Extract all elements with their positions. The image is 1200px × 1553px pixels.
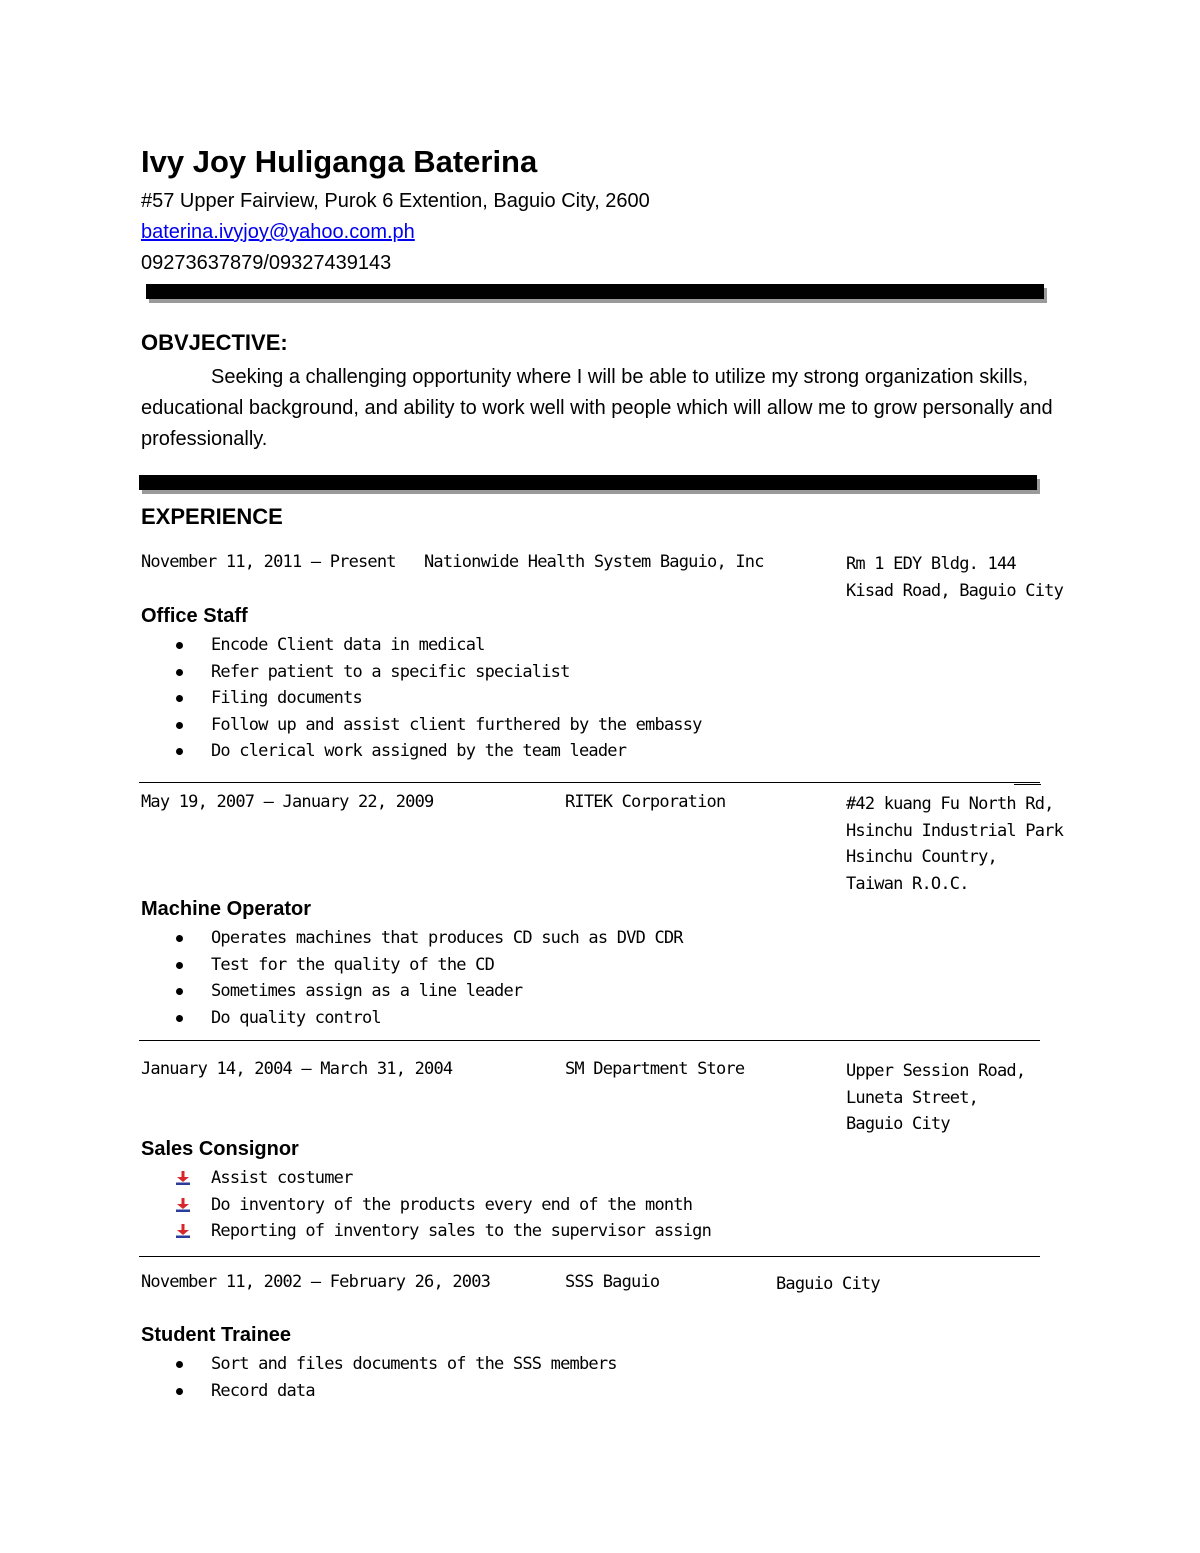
- list-item: Follow up and assist client furthered by the embassy: [176, 712, 702, 739]
- objective-heading: OBVJECTIVE:: [141, 330, 288, 355]
- job-divider-tail: [1014, 784, 1041, 785]
- list-item: Do quality control: [176, 1005, 683, 1032]
- address-line: Taiwan R.O.C.: [846, 873, 969, 894]
- job-divider: [139, 782, 1040, 783]
- objective-paragraph: [141, 362, 1056, 455]
- job-1-title: Office Staff: [141, 605, 248, 627]
- address-line: Rm 1 EDY Bldg. 144: [846, 554, 1016, 574]
- address-line: Baguio City: [846, 1114, 950, 1135]
- dot-bullet-icon: [176, 669, 183, 676]
- experience-heading: EXPERIENCE: [141, 504, 283, 529]
- dot-bullet-icon: [176, 935, 183, 942]
- dot-bullet-icon: [176, 642, 183, 649]
- dot-bullet-icon: [176, 722, 183, 729]
- address-line: Luneta Street,: [846, 1087, 979, 1108]
- list-item: Filing documents: [176, 685, 702, 712]
- objective-divider: [139, 475, 1037, 490]
- job-2-company: RITEK Corporation: [565, 792, 726, 812]
- dot-bullet-icon: [176, 748, 183, 755]
- list-item: Encode Client data in medical: [176, 632, 702, 659]
- list-item: Refer patient to a specific specialist: [176, 659, 702, 686]
- job-4-company: SSS Baguio: [565, 1272, 660, 1292]
- list-item: Test for the quality of the CD: [176, 952, 683, 979]
- job-divider: [139, 1256, 1040, 1257]
- arrow-bullet-icon: [176, 1171, 190, 1185]
- address-line: Hsinchu Country,: [846, 847, 997, 868]
- list-item: Reporting of inventory sales to the supervisor assign: [176, 1218, 711, 1245]
- dot-bullet-icon: [176, 1015, 183, 1022]
- job-2-dates: May 19, 2007 – January 22, 2009: [141, 792, 434, 812]
- job-4-duties: [176, 1351, 617, 1404]
- resume-name: Ivy Joy Huliganga Baterina: [141, 144, 538, 179]
- job-2-address: [846, 791, 1063, 897]
- job-2-duties: [176, 925, 683, 1031]
- job-3-company: SM Department Store: [565, 1059, 745, 1079]
- address-line: #42 kuang Fu North Rd,: [846, 794, 1054, 814]
- list-item: Sort and files documents of the SSS members: [176, 1351, 617, 1378]
- phone-line: 09273637879/09327439143: [141, 252, 392, 274]
- email-link[interactable]: baterina.ivyjoy@yahoo.com.ph: [141, 221, 415, 243]
- dot-bullet-icon: [176, 695, 183, 702]
- dot-bullet-icon: [176, 1388, 183, 1395]
- job-divider: [139, 1040, 1040, 1041]
- job-4-address: [776, 1271, 880, 1298]
- job-3-address: [846, 1058, 1025, 1138]
- job-3-title: Sales Consignor: [141, 1138, 299, 1160]
- list-item: Sometimes assign as a line leader: [176, 978, 683, 1005]
- dot-bullet-icon: [176, 988, 183, 995]
- job-1-dates: November 11, 2011 – Present: [141, 552, 396, 572]
- job-1-address: [846, 551, 1063, 604]
- job-3-dates: January 14, 2004 – March 31, 2004: [141, 1059, 453, 1079]
- list-item: Do inventory of the products every end of the month: [176, 1192, 711, 1219]
- job-1-company: Nationwide Health System Baguio, Inc: [424, 552, 764, 572]
- list-item: Record data: [176, 1378, 617, 1405]
- list-item: Assist costumer: [176, 1165, 711, 1192]
- address-line: Upper Session Road,: [846, 1061, 1026, 1081]
- address-line: Kisad Road, Baguio City: [846, 580, 1064, 601]
- job-4-title: Student Trainee: [141, 1324, 292, 1346]
- list-item: Do clerical work assigned by the team leader: [176, 738, 702, 765]
- address-line: #57 Upper Fairview, Purok 6 Extention, Baguio City, 2600: [141, 190, 650, 212]
- header-divider: [146, 284, 1044, 299]
- dot-bullet-icon: [176, 1361, 183, 1368]
- job-3-duties: [176, 1165, 711, 1245]
- address-line: Hsinchu Industrial Park: [846, 820, 1064, 841]
- address-line: Baguio City: [776, 1274, 880, 1294]
- dot-bullet-icon: [176, 962, 183, 969]
- list-item: Operates machines that produces CD such as DVD CDR: [176, 925, 683, 952]
- arrow-bullet-icon: [176, 1198, 190, 1212]
- objective-text: Seeking a challenging opportunity where I will be able to utilize my strong organization skills, educational background, and ability to work well with people which will allow me to grow personally and professionally.: [141, 366, 1053, 450]
- job-4-dates: November 11, 2002 – February 26, 2003: [141, 1272, 491, 1292]
- arrow-bullet-icon: [176, 1224, 190, 1238]
- job-2-title: Machine Operator: [141, 898, 312, 920]
- job-1-duties: [176, 632, 702, 765]
